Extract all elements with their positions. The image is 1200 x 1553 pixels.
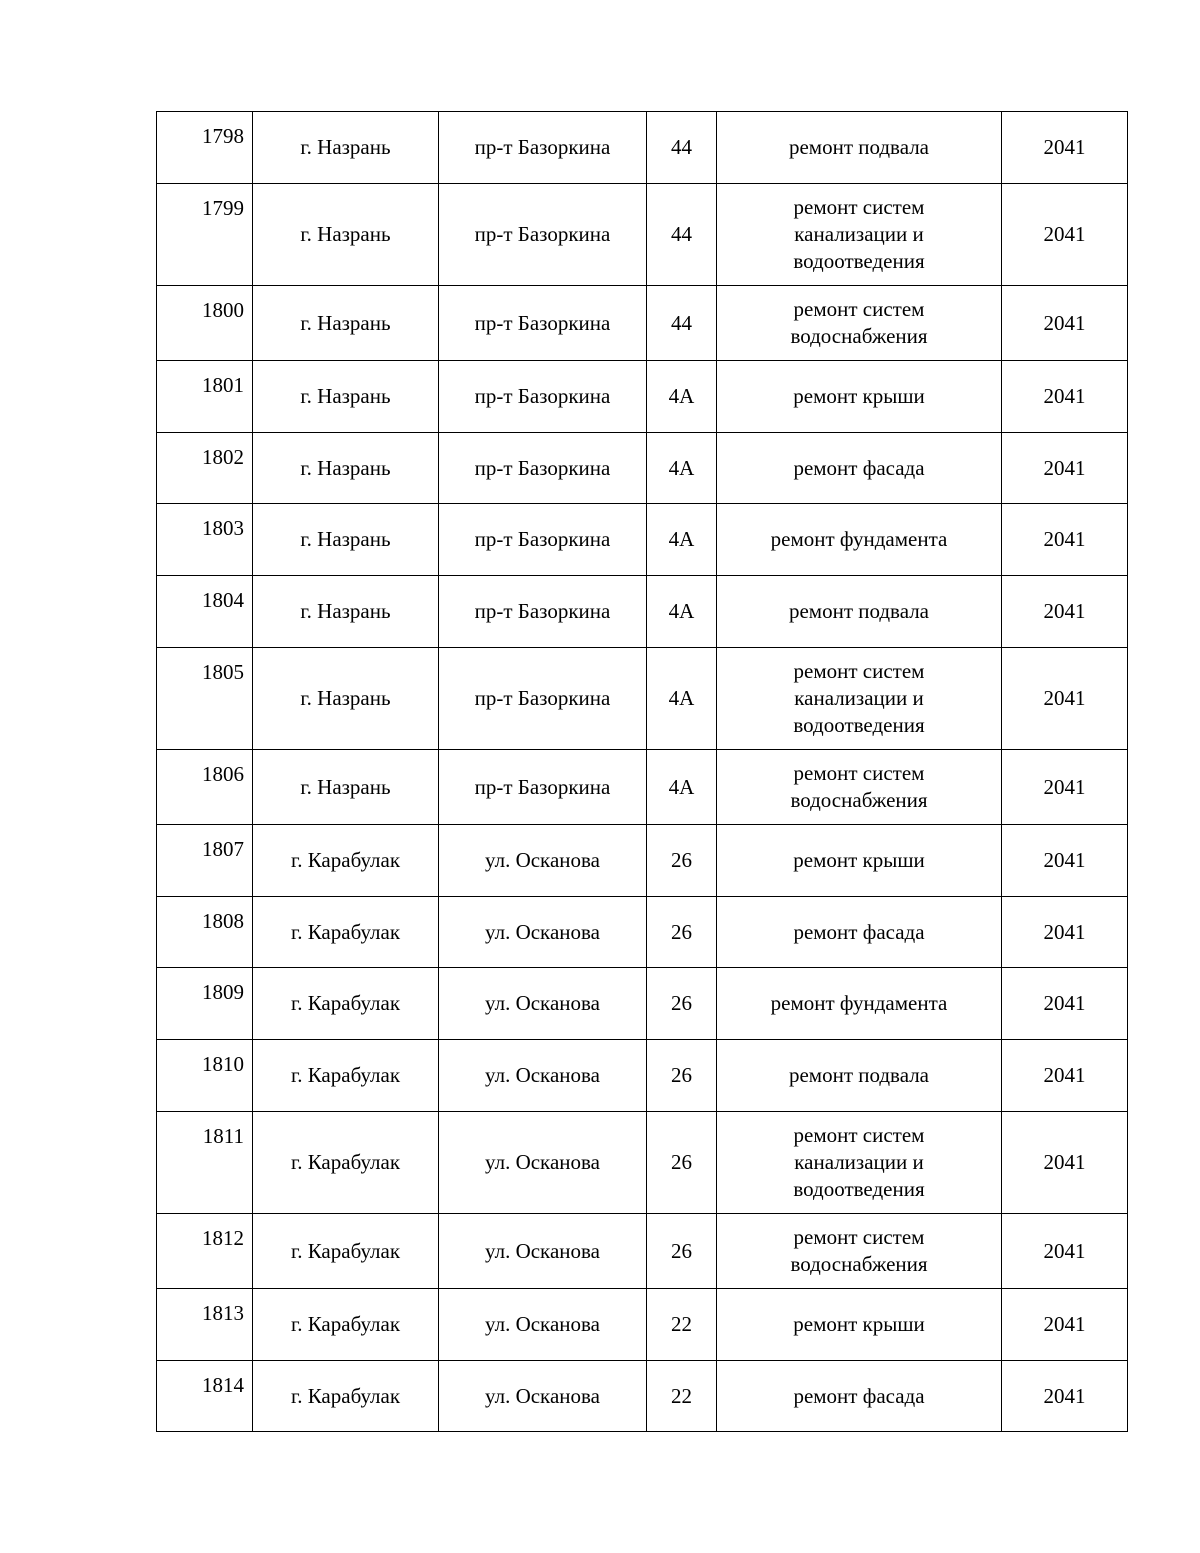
year-cell [1002,576,1128,648]
street-cell [439,1214,647,1289]
year-cell-text: 2041 [1043,686,1086,710]
street-cell-text: ул. Осканова [485,1150,600,1174]
work-type-cell [717,433,1002,504]
row-number-cell [157,433,253,504]
year-cell [1002,112,1128,184]
row-number-cell-text: 1800 [202,298,244,322]
table-row [157,897,1128,968]
table-row [157,825,1128,897]
street-cell-text: ул. Осканова [485,991,600,1015]
work-type-cell [717,825,1002,897]
city-cell-text: г. Назрань [300,774,391,799]
row-number-cell [157,968,253,1040]
row-number-cell [157,112,253,184]
table-row [157,1361,1128,1432]
row-number-cell-text: 1811 [202,1124,244,1148]
city-cell [253,286,439,361]
street-cell [439,361,647,433]
street-cell-text: пр-т Базоркина [474,384,611,408]
street-cell [439,112,647,184]
table-row [157,286,1128,361]
row-number-cell-text: 1805 [202,660,244,684]
work-type-cell-text: ремонт систем канализации и водоотведения [793,1123,925,1201]
city-cell [253,112,439,184]
work-type-cell [717,648,1002,750]
work-type-cell-text: ремонт систем водоснабжения [790,1225,928,1276]
city-cell-text: г. Карабулак [290,1238,401,1263]
work-type-cell-text: ремонт подвала [788,599,930,623]
row-number-cell [157,504,253,576]
table-row [157,1112,1128,1214]
street-cell [439,286,647,361]
street-cell [439,1361,647,1432]
year-cell-text: 2041 [1043,599,1086,623]
city-cell [253,1289,439,1361]
year-cell [1002,648,1128,750]
work-type-cell-text: ремонт систем канализации и водоотведения [793,195,925,273]
work-type-cell [717,1040,1002,1112]
repair-schedule-table [156,111,1128,1432]
city-cell [253,825,439,897]
house-number-cell [647,504,717,576]
house-number-cell [647,1289,717,1361]
house-number-cell-text: 22 [671,1383,692,1408]
city-cell-text: г. Карабулак [290,848,401,872]
table-body [157,112,1128,1432]
year-cell [1002,1040,1128,1112]
house-number-cell-text: 26 [671,1150,692,1174]
row-number-cell-text: 1798 [202,124,244,148]
house-number-cell-text: 22 [671,1312,692,1336]
row-number-cell [157,750,253,825]
city-cell [253,361,439,433]
house-number-cell-text: 4А [668,384,695,408]
work-type-cell [717,184,1002,286]
street-cell-text: пр-т Базоркина [474,310,611,335]
year-cell-text: 2041 [1043,919,1086,944]
city-cell-text: г. Назрань [300,527,391,551]
city-cell [253,504,439,576]
row-number-cell [157,1361,253,1432]
city-cell [253,648,439,750]
house-number-cell [647,648,717,750]
city-cell-text: г. Назрань [300,686,391,710]
year-cell-text: 2041 [1043,1383,1086,1408]
work-type-cell [717,361,1002,433]
year-cell-text: 2041 [1043,310,1086,335]
year-cell-text: 2041 [1043,527,1086,551]
house-number-cell-text: 4А [668,527,695,551]
house-number-cell [647,825,717,897]
work-type-cell [717,1289,1002,1361]
street-cell [439,750,647,825]
table-row [157,112,1128,184]
row-number-cell-text: 1808 [202,909,244,933]
work-type-cell-text: ремонт подвала [788,1063,930,1087]
year-cell [1002,1361,1128,1432]
year-cell [1002,1289,1128,1361]
street-cell [439,648,647,750]
house-number-cell-text: 26 [671,1063,692,1087]
street-cell [439,184,647,286]
city-cell-text: г. Назрань [300,135,391,159]
house-number-cell-text: 26 [671,919,692,944]
work-type-cell-text: ремонт фундамента [770,991,948,1015]
house-number-cell [647,1112,717,1214]
street-cell [439,433,647,504]
house-number-cell [647,750,717,825]
year-cell-text: 2041 [1043,991,1086,1015]
street-cell-text: ул. Осканова [485,1383,600,1408]
work-type-cell [717,750,1002,825]
house-number-cell [647,1361,717,1432]
row-number-cell-text: 1814 [202,1373,244,1397]
house-number-cell-text: 26 [671,991,692,1015]
house-number-cell [647,897,717,968]
city-cell-text: г. Карабулак [290,919,401,944]
city-cell-text: г. Карабулак [290,1063,401,1087]
year-cell [1002,968,1128,1040]
street-cell-text: ул. Осканова [485,848,600,872]
row-number-cell [157,1289,253,1361]
year-cell-text: 2041 [1043,774,1086,799]
city-cell-text: г. Карабулак [290,1312,401,1336]
work-type-cell-text: ремонт систем канализации и водоотведения [793,659,925,737]
city-cell-text: г. Назрань [300,222,391,246]
year-cell [1002,1214,1128,1289]
work-type-cell-text: ремонт фасада [793,1383,925,1408]
row-number-cell [157,648,253,750]
work-type-cell-text: ремонт крыши [793,384,925,408]
year-cell [1002,433,1128,504]
city-cell [253,897,439,968]
street-cell-text: ул. Осканова [485,919,600,944]
table-row [157,504,1128,576]
street-cell [439,576,647,648]
year-cell-text: 2041 [1043,384,1086,408]
street-cell-text: пр-т Базоркина [474,686,611,710]
house-number-cell [647,576,717,648]
work-type-cell [717,968,1002,1040]
table-row [157,361,1128,433]
work-type-cell-text: ремонт систем водоснабжения [790,761,928,812]
house-number-cell-text: 4А [668,455,695,480]
work-type-cell-text: ремонт крыши [793,848,925,872]
work-type-cell [717,286,1002,361]
city-cell-text: г. Назрань [300,310,391,335]
work-type-cell [717,1112,1002,1214]
city-cell-text: г. Назрань [300,384,391,408]
street-cell-text: ул. Осканова [485,1312,600,1336]
city-cell-text: г. Карабулак [290,1383,401,1408]
street-cell [439,1112,647,1214]
street-cell [439,1289,647,1361]
city-cell [253,1040,439,1112]
row-number-cell [157,184,253,286]
year-cell [1002,286,1128,361]
house-number-cell-text: 26 [671,1238,692,1263]
street-cell [439,825,647,897]
year-cell-text: 2041 [1043,135,1086,159]
year-cell [1002,897,1128,968]
city-cell [253,433,439,504]
street-cell-text: пр-т Базоркина [474,455,611,480]
table-row [157,648,1128,750]
work-type-cell [717,1214,1002,1289]
work-type-cell-text: ремонт крыши [793,1312,925,1336]
house-number-cell [647,184,717,286]
row-number-cell-text: 1799 [202,196,244,220]
work-type-cell-text: ремонт фасада [793,919,925,944]
street-cell-text: пр-т Базоркина [474,527,611,551]
work-type-cell [717,897,1002,968]
table-row [157,750,1128,825]
street-cell [439,504,647,576]
house-number-cell-text: 26 [671,848,692,872]
row-number-cell-text: 1803 [202,516,244,540]
year-cell-text: 2041 [1043,222,1086,246]
work-type-cell-text: ремонт систем водоснабжения [790,297,928,348]
row-number-cell [157,286,253,361]
year-cell [1002,184,1128,286]
street-cell [439,1040,647,1112]
city-cell [253,968,439,1040]
table-row [157,1214,1128,1289]
house-number-cell [647,361,717,433]
street-cell-text: ул. Осканова [485,1063,600,1087]
year-cell [1002,750,1128,825]
row-number-cell-text: 1804 [202,588,244,612]
row-number-cell-text: 1806 [202,762,244,786]
house-number-cell [647,112,717,184]
city-cell [253,1361,439,1432]
year-cell [1002,1112,1128,1214]
city-cell [253,1112,439,1214]
table-row [157,576,1128,648]
year-cell-text: 2041 [1043,1238,1086,1263]
street-cell [439,968,647,1040]
table-row [157,433,1128,504]
year-cell-text: 2041 [1043,1312,1086,1336]
house-number-cell-text: 4А [668,686,695,710]
row-number-cell-text: 1812 [202,1226,244,1250]
row-number-cell [157,1040,253,1112]
city-cell-text: г. Карабулак [290,991,401,1015]
street-cell-text: пр-т Базоркина [474,599,611,623]
house-number-cell [647,968,717,1040]
city-cell-text: г. Карабулак [290,1150,401,1174]
city-cell [253,1214,439,1289]
year-cell [1002,361,1128,433]
street-cell-text: пр-т Базоркина [474,135,611,159]
row-number-cell [157,825,253,897]
row-number-cell-text: 1801 [202,373,244,397]
table-row [157,1289,1128,1361]
year-cell-text: 2041 [1043,848,1086,872]
year-cell-text: 2041 [1043,1150,1086,1174]
row-number-cell-text: 1802 [202,445,244,469]
row-number-cell [157,1214,253,1289]
work-type-cell-text: ремонт подвала [788,135,930,159]
house-number-cell [647,433,717,504]
work-type-cell-text: ремонт фасада [793,455,925,480]
house-number-cell-text: 44 [671,222,692,246]
house-number-cell-text: 44 [671,310,692,335]
table-row [157,184,1128,286]
row-number-cell-text: 1807 [202,837,244,861]
work-type-cell [717,504,1002,576]
street-cell-text: пр-т Базоркина [474,222,611,246]
work-type-cell [717,112,1002,184]
table-row [157,968,1128,1040]
city-cell [253,576,439,648]
house-number-cell-text: 4А [668,599,695,623]
year-cell-text: 2041 [1043,455,1086,480]
street-cell [439,897,647,968]
year-cell [1002,825,1128,897]
row-number-cell-text: 1813 [202,1301,244,1325]
city-cell-text: г. Назрань [300,455,391,480]
city-cell-text: г. Назрань [300,599,391,623]
table-row [157,1040,1128,1112]
house-number-cell-text: 44 [671,135,692,159]
house-number-cell [647,1214,717,1289]
row-number-cell [157,361,253,433]
year-cell [1002,504,1128,576]
year-cell-text: 2041 [1043,1063,1086,1087]
row-number-cell [157,1112,253,1214]
street-cell-text: ул. Осканова [485,1238,600,1263]
row-number-cell [157,897,253,968]
work-type-cell [717,576,1002,648]
house-number-cell [647,1040,717,1112]
row-number-cell [157,576,253,648]
city-cell [253,184,439,286]
row-number-cell-text: 1810 [202,1052,244,1076]
city-cell [253,750,439,825]
work-type-cell [717,1361,1002,1432]
house-number-cell [647,286,717,361]
row-number-cell-text: 1809 [202,980,244,1004]
street-cell-text: пр-т Базоркина [474,774,611,799]
house-number-cell-text: 4А [668,774,695,799]
work-type-cell-text: ремонт фундамента [770,527,948,551]
